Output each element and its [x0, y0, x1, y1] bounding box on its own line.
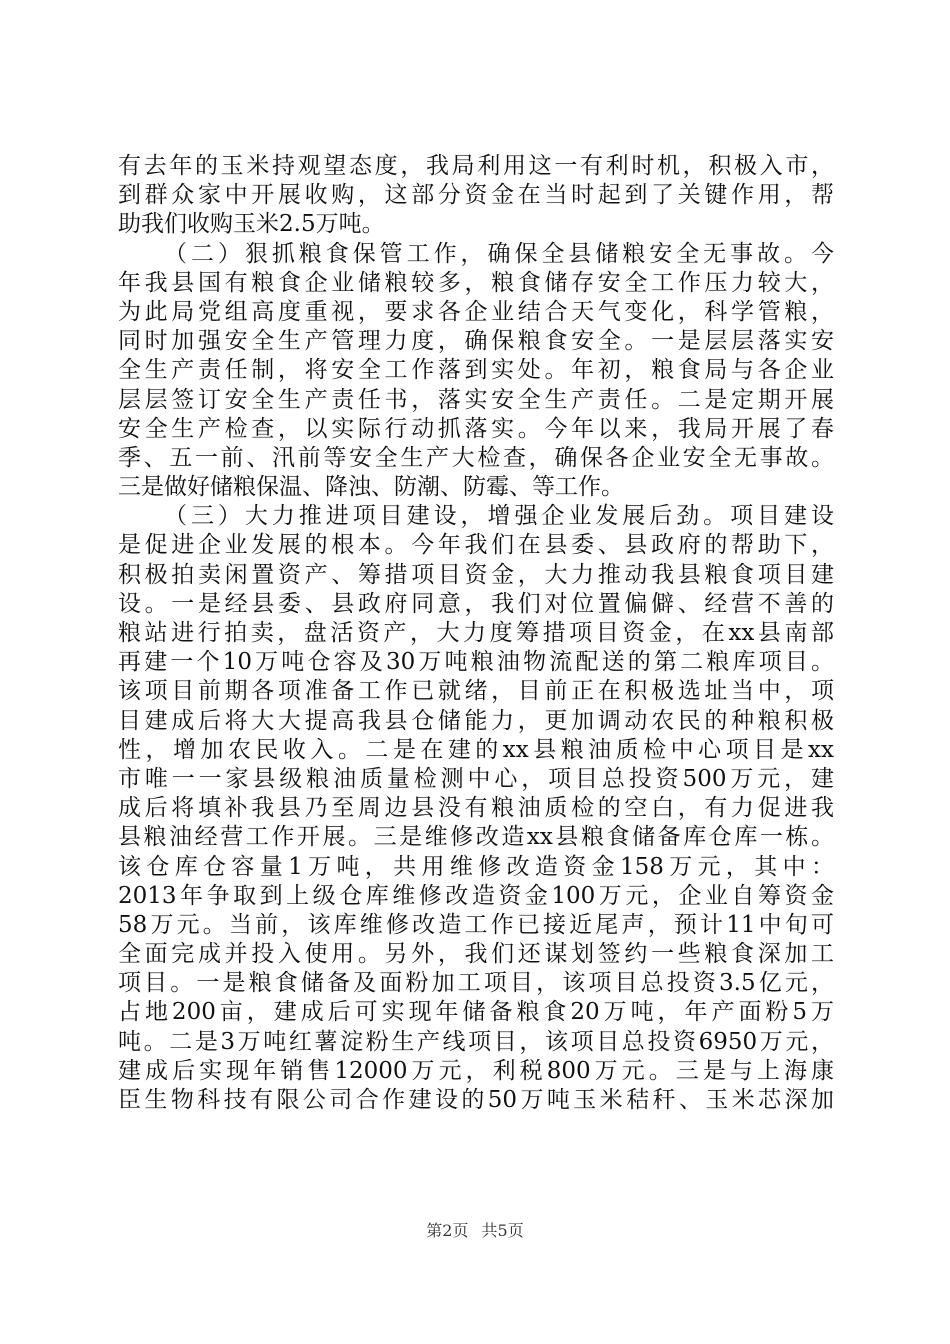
text-line: 是促进企业发展的根本。今年我们在县委、县政府的帮助下， — [118, 532, 834, 559]
text-line: 到群众家中开展收购，这部分资金在当时起到了关键作用，帮 — [118, 182, 834, 209]
text-line: 全生产责任制，将安全工作落到实处。年初，粮食局与各企业 — [118, 357, 834, 384]
text-line: 为此局党组高度重视，要求各企业结合天气变化，科学管粮， — [118, 298, 834, 325]
text-line: 设。一是经县委、县政府同意，我们对位置偏僻、经营不善的 — [118, 590, 834, 617]
text-line: 成后将填补我县乃至周边县没有粮油质检的空白，有力促进我 — [118, 795, 834, 822]
text-line: 层层签订安全生产责任书，落实安全生产责任。二是定期开展 — [118, 386, 834, 413]
text-line: 安全生产检查，以实际行动抓落实。今年以来，我局开展了春 — [118, 415, 834, 442]
text-line: 粮站进行拍卖，盘活资产，大力度筹措项目资金，在xx县南部 — [118, 620, 834, 646]
text-line: 该项目前期各项准备工作已就绪，目前正在积极选址当中，项 — [118, 678, 834, 705]
text-line: 县粮油经营工作开展。三是维修改造xx县粮食储备库仓库一栋。 — [118, 824, 834, 851]
text-line: 吨。二是3万吨红薯淀粉生产线项目，该项目总投资6950万元， — [118, 1028, 834, 1055]
text-line: 项目。一是粮食储备及面粉加工项目，该项目总投资3.5亿元， — [118, 970, 834, 997]
text-line: （三）大力推进项目建设，增强企业发展后劲。项目建设 — [164, 503, 834, 530]
text-line: 再建一个10万吨仓容及30万吨粮油物流配送的第二粮库项目。 — [118, 649, 834, 676]
text-line: 有去年的玉米持观望态度，我局利用这一有利时机，积极入市， — [118, 153, 834, 179]
page-total: 共5页 — [481, 1221, 524, 1240]
text-line: 性，增加农民收入。二是在建的xx县粮油质检中心项目是xx — [118, 736, 834, 763]
text-line: 占地200亩，建成后可实现年储备粮食20万吨，年产面粉5万 — [118, 999, 834, 1026]
text-line: 三是做好储粮保温、降浊、防潮、防霉、等工作。 — [118, 474, 624, 501]
page-number: 第2页 — [426, 1221, 469, 1240]
text-line: 建成后实现年销售12000万元，利税800万元。三是与上海康 — [118, 1057, 834, 1084]
text-line: 市唯一一家县级粮油质量检测中心，项目总投资500万元，建 — [118, 765, 834, 792]
text-line: 目建成后将大大提高我县仓储能力，更加调动农民的种粮积极 — [118, 707, 834, 734]
document-body — [118, 152, 834, 1115]
text-line: 积极拍卖闲置资产、筹措项目资金，大力推动我县粮食项目建 — [118, 561, 834, 588]
text-line: 同时加强安全生产管理力度，确保粮食安全。一是层层落实安 — [118, 328, 834, 355]
text-line: 季、五一前、汛前等安全生产大检查，确保各企业安全无事故。 — [118, 444, 834, 471]
text-line: 58万元。当前，该库维修改造工作已接近尾声，预计11中旬可 — [118, 911, 834, 938]
text-line: （二）狠抓粮食保管工作，确保全县储粮安全无事故。今 — [164, 240, 834, 267]
page-footer — [0, 1218, 950, 1241]
text-line: 全面完成并投入使用。另外，我们还谋划签约一些粮食深加工 — [118, 941, 834, 968]
text-line: 该仓库仓容量1万吨，共用维修改造资金158万元，其中： — [118, 853, 834, 880]
text-line: 年我县国有粮食企业储粮较多，粮食储存安全工作压力较大， — [118, 269, 834, 296]
text-line: 助我们收购玉米2.5万吨。 — [118, 211, 385, 238]
text-line: 2013年争取到上级仓库维修改造资金100万元，企业自筹资金 — [118, 882, 834, 909]
text-line: 臣生物科技有限公司合作建设的50万吨玉米秸秆、玉米芯深加 — [118, 1087, 834, 1113]
